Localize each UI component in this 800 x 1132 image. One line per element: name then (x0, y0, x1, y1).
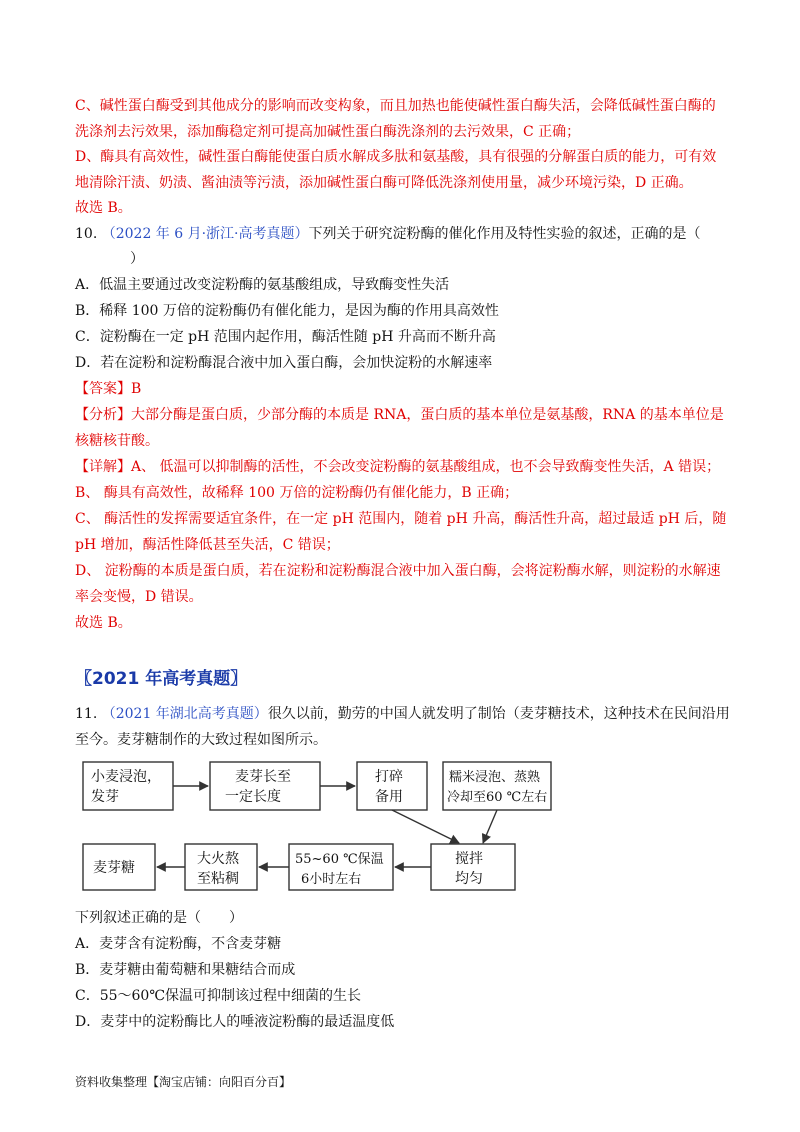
selection-line: 故选 B。 (75, 615, 132, 631)
option-a: A．麦芽含有淀粉酶，不含麦芽糖 (75, 936, 282, 952)
explanation-c-line2: 洗涤剂去污效果，添加酶稳定剂可提高加碱性蛋白酶洗涤剂的去污效果，C 正确； (75, 124, 581, 140)
question-11-prompt: 下列叙述正确的是（ ） (75, 910, 243, 926)
step-label: 备用 (375, 789, 403, 805)
question-11-stem (75, 705, 735, 723)
question-text: 很久以前，勤劳的中国人就发明了制饴（麦芽糖技术，这种技术在民间沿用 (267, 706, 730, 722)
step-label: 糯米浸泡、蒸熟 (449, 770, 541, 785)
option-c: C．55～60℃保温可抑制该过程中细菌的生长 (75, 988, 362, 1004)
answer-line: 【答案】B (75, 381, 142, 397)
step-label: 一定长度 (225, 789, 281, 805)
option-d: D．麦芽中的淀粉酶比人的唾液淀粉酶的最适温度低 (75, 1014, 395, 1030)
question-number: 10. (75, 226, 98, 242)
step-label: 小麦浸泡， (91, 769, 161, 785)
step-label: 冷却至60 ℃左右 (447, 790, 548, 805)
question-text: 下列关于研究淀粉酶的催化作用及特性实验的叙述，正确的是（ (308, 226, 701, 242)
arrow (392, 810, 459, 843)
question-10-stem (75, 225, 735, 243)
explanation-c-line1: C、碱性蛋白酶受到其他成分的影响而改变构象，而且加热也能使碱性蛋白酶失活，会降低碱性蛋白酶的 (75, 98, 716, 114)
detail-c-line2: pH 增加，酶活性降低甚至失活，C 错误； (75, 537, 340, 553)
step-label: 55~60 ℃保温 (295, 852, 384, 867)
arrow (483, 810, 497, 843)
detail-d-line1: D、 淀粉酶的本质是蛋白质，若在淀粉和淀粉酶混合液中加入蛋白酶，会将淀粉酶水解，则淀粉的水解速 (75, 563, 721, 579)
option-b: B．麦芽糖由葡萄糖和果糖结合而成 (75, 962, 296, 978)
step-label: 麦芽长至 (235, 769, 291, 785)
step-label: 打碎 (375, 769, 403, 785)
question-10-stem-end: ） (130, 251, 144, 267)
detail-d-line2: 率会变慢，D 错误。 (75, 589, 203, 605)
option-b: B．稀释 100 万倍的淀粉酶仍有催化能力，是因为酶的作用具高效性 (75, 303, 499, 319)
option-c: C．淀粉酶在一定 pH 范围内起作用，酶活性随 pH 升高而不断升高 (75, 329, 496, 345)
question-source: （2021 年湖北高考真题） (101, 706, 268, 722)
step-label: 发芽 (91, 789, 119, 805)
option-a: A．低温主要通过改变淀粉酶的氨基酸组成，导致酶变性失活 (75, 277, 450, 293)
step-label: 麦芽糖 (93, 860, 135, 876)
detail-a: 【详解】A、 低温可以抑制酶的活性，不会改变淀粉酶的氨基酸组成，也不会导致酶变性失活，A 错误； (75, 459, 721, 475)
detail-b: B、 酶具有高效性，故稀释 100 万倍的淀粉酶仍有催化能力，B 正确； (75, 485, 519, 501)
option-d: D．若在淀粉和淀粉酶混合液中加入蛋白酶，会加快淀粉的水解速率 (75, 355, 493, 371)
step-label: 大火熬 (197, 851, 239, 867)
analysis-line1: 【分析】大部分酶是蛋白质，少部分酶的本质是 RNA，蛋白质的基本单位是氨基酸，RNA 的基本单位是 (75, 407, 724, 423)
question-number: 11. (75, 706, 98, 722)
step-label: 至粘稠 (197, 871, 239, 887)
section-title: 〖2021 年高考真题〗 (75, 669, 248, 689)
maltose-process-flowchart (75, 760, 555, 895)
analysis-line2: 核糖核苷酸。 (75, 433, 159, 449)
footer-source-note: 资料收集整理【淘宝店铺：向阳百分百】 (75, 1075, 292, 1089)
explanation-d-line2: 地清除汗渍、奶渍、酱油渍等污渍，添加碱性蛋白酶可降低洗涤剂使用量，减少环境污染，D 正确。 (75, 175, 693, 191)
step-label: 6小时左右 (301, 872, 362, 887)
detail-c-line1: C、 酶活性的发挥需要适宜条件，在一定 pH 范围内，随着 pH 升高，酶活性升高，超过最适 pH 后，随 (75, 511, 727, 527)
question-11-stem-line2: 至今。麦芽糖制作的大致过程如图所示。 (75, 732, 327, 748)
step-label: 搅拌 (455, 851, 483, 867)
question-source: （2022 年 6 月·浙江·高考真题） (101, 226, 309, 242)
step-label: 均匀 (455, 871, 483, 887)
selection-line: 故选 B。 (75, 200, 132, 216)
explanation-d-line1: D、酶具有高效性，碱性蛋白酶能使蛋白质水解成多肽和氨基酸，具有很强的分解蛋白质的能力，可有效 (75, 149, 717, 165)
